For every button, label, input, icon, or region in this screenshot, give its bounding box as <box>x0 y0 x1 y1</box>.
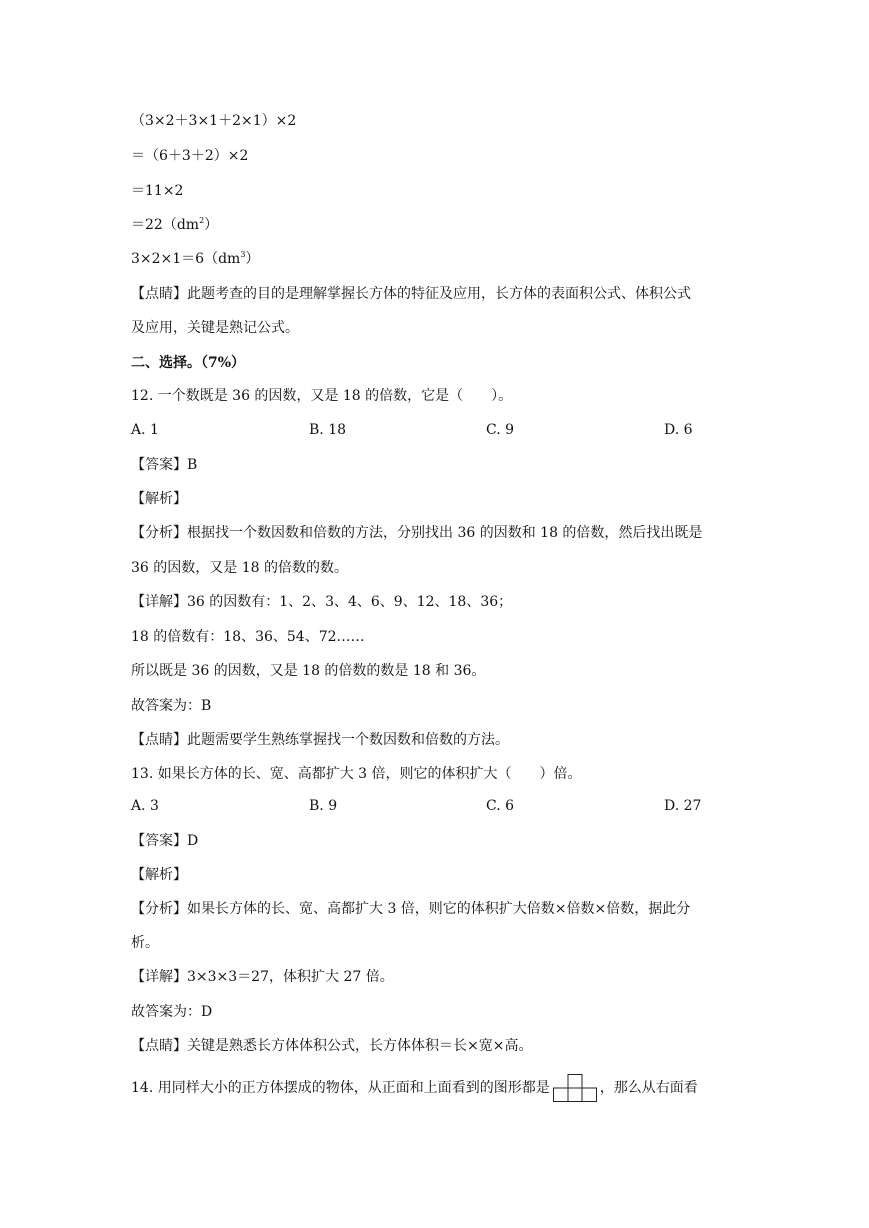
calc-line-5-text: 3×2×1＝6（dm <box>131 251 241 267</box>
calc-line-5 <box>131 249 259 269</box>
q13-option-c: C. 6 <box>486 798 515 814</box>
calc-line-4-exponent: 2 <box>199 216 205 225</box>
q12-stem: 12. 一个数既是 36 的因数，又是 18 的倍数，它是（ ）。 <box>131 388 513 404</box>
q12-fenxi-2: 36 的因数，又是 18 的倍数的数。 <box>131 560 348 576</box>
q12-option-b: B. 18 <box>309 422 347 438</box>
q12-option-d: D. 6 <box>664 422 693 438</box>
calc-line-5-exponent: 3 <box>240 250 246 259</box>
note-11-line-2: 及应用，关键是熟记公式。 <box>131 320 299 336</box>
note-11-line-1: 【点睛】此题考查的目的是理解掌握长方体的特征及应用，长方体的表面积公式、体积公式 <box>131 286 691 302</box>
q14-stem-end: ，那么从右面看 <box>599 1080 698 1096</box>
q12-answer: 【答案】B <box>131 457 198 473</box>
calc-line-1: （3×2＋3×1＋2×1）×2 <box>131 113 297 129</box>
calc-line-2: ＝（6＋3＋2）×2 <box>131 148 249 164</box>
q12-detail-2: 18 的倍数有：18、36、54、72…… <box>131 629 365 645</box>
q12-final: 故答案为：B <box>131 698 212 714</box>
q13-stem: 13. 如果长方体的长、宽、高都扩大 3 倍，则它的体积扩大（ ）倍。 <box>131 766 582 782</box>
q14-stem-start: 14. 用同样大小的正方体摆成的物体，从正面和上面看到的图形都是 <box>131 1080 550 1096</box>
q12-detail-1: 【详解】36 的因数有：1、2、3、4、6、9、12、18、36； <box>131 594 513 610</box>
q13-option-a: A. 3 <box>131 798 159 814</box>
q13-option-b: B. 9 <box>309 798 338 814</box>
q13-analysis: 【解析】 <box>131 867 187 883</box>
q13-detail: 【详解】3×3×3＝27，体积扩大 27 倍。 <box>131 969 394 985</box>
calc-line-4-end: ） <box>204 217 219 233</box>
q12-option-c: C. 9 <box>486 422 515 438</box>
q12-analysis: 【解析】 <box>131 491 187 507</box>
q13-fenxi-2: 析。 <box>131 935 159 951</box>
q13-options <box>131 796 731 816</box>
calc-line-3: ＝11×2 <box>131 183 184 199</box>
q13-option-d: D. 27 <box>664 798 702 814</box>
q13-final: 故答案为：D <box>131 1004 213 1020</box>
cube-view-figure <box>552 1074 598 1102</box>
q12-options <box>131 420 731 440</box>
q12-option-a: A. 1 <box>131 422 159 438</box>
q12-fenxi-1: 【分析】根据找一个数因数和倍数的方法，分别找出 36 的因数和 18 的倍数，然后找出既是 <box>131 525 703 541</box>
q13-note: 【点睛】关键是熟悉长方体体积公式，长方体体积＝长×宽×高。 <box>131 1038 533 1054</box>
section-heading: 二、选择。（7%） <box>131 355 246 371</box>
calc-line-5-end: ） <box>245 251 260 267</box>
calc-line-4-text: ＝22（dm <box>131 217 200 233</box>
q12-detail-3: 所以既是 36 的因数，又是 18 的倍数的数是 18 和 36。 <box>131 663 486 679</box>
q13-answer: 【答案】D <box>131 833 199 849</box>
q14-stem <box>131 1074 698 1100</box>
calc-line-4 <box>131 215 218 235</box>
q13-fenxi-1: 【分析】如果长方体的长、宽、高都扩大 3 倍，则它的体积扩大倍数×倍数×倍数，据此分 <box>131 901 691 917</box>
q12-note: 【点睛】此题需要学生熟练掌握找一个数因数和倍数的方法。 <box>131 732 509 748</box>
